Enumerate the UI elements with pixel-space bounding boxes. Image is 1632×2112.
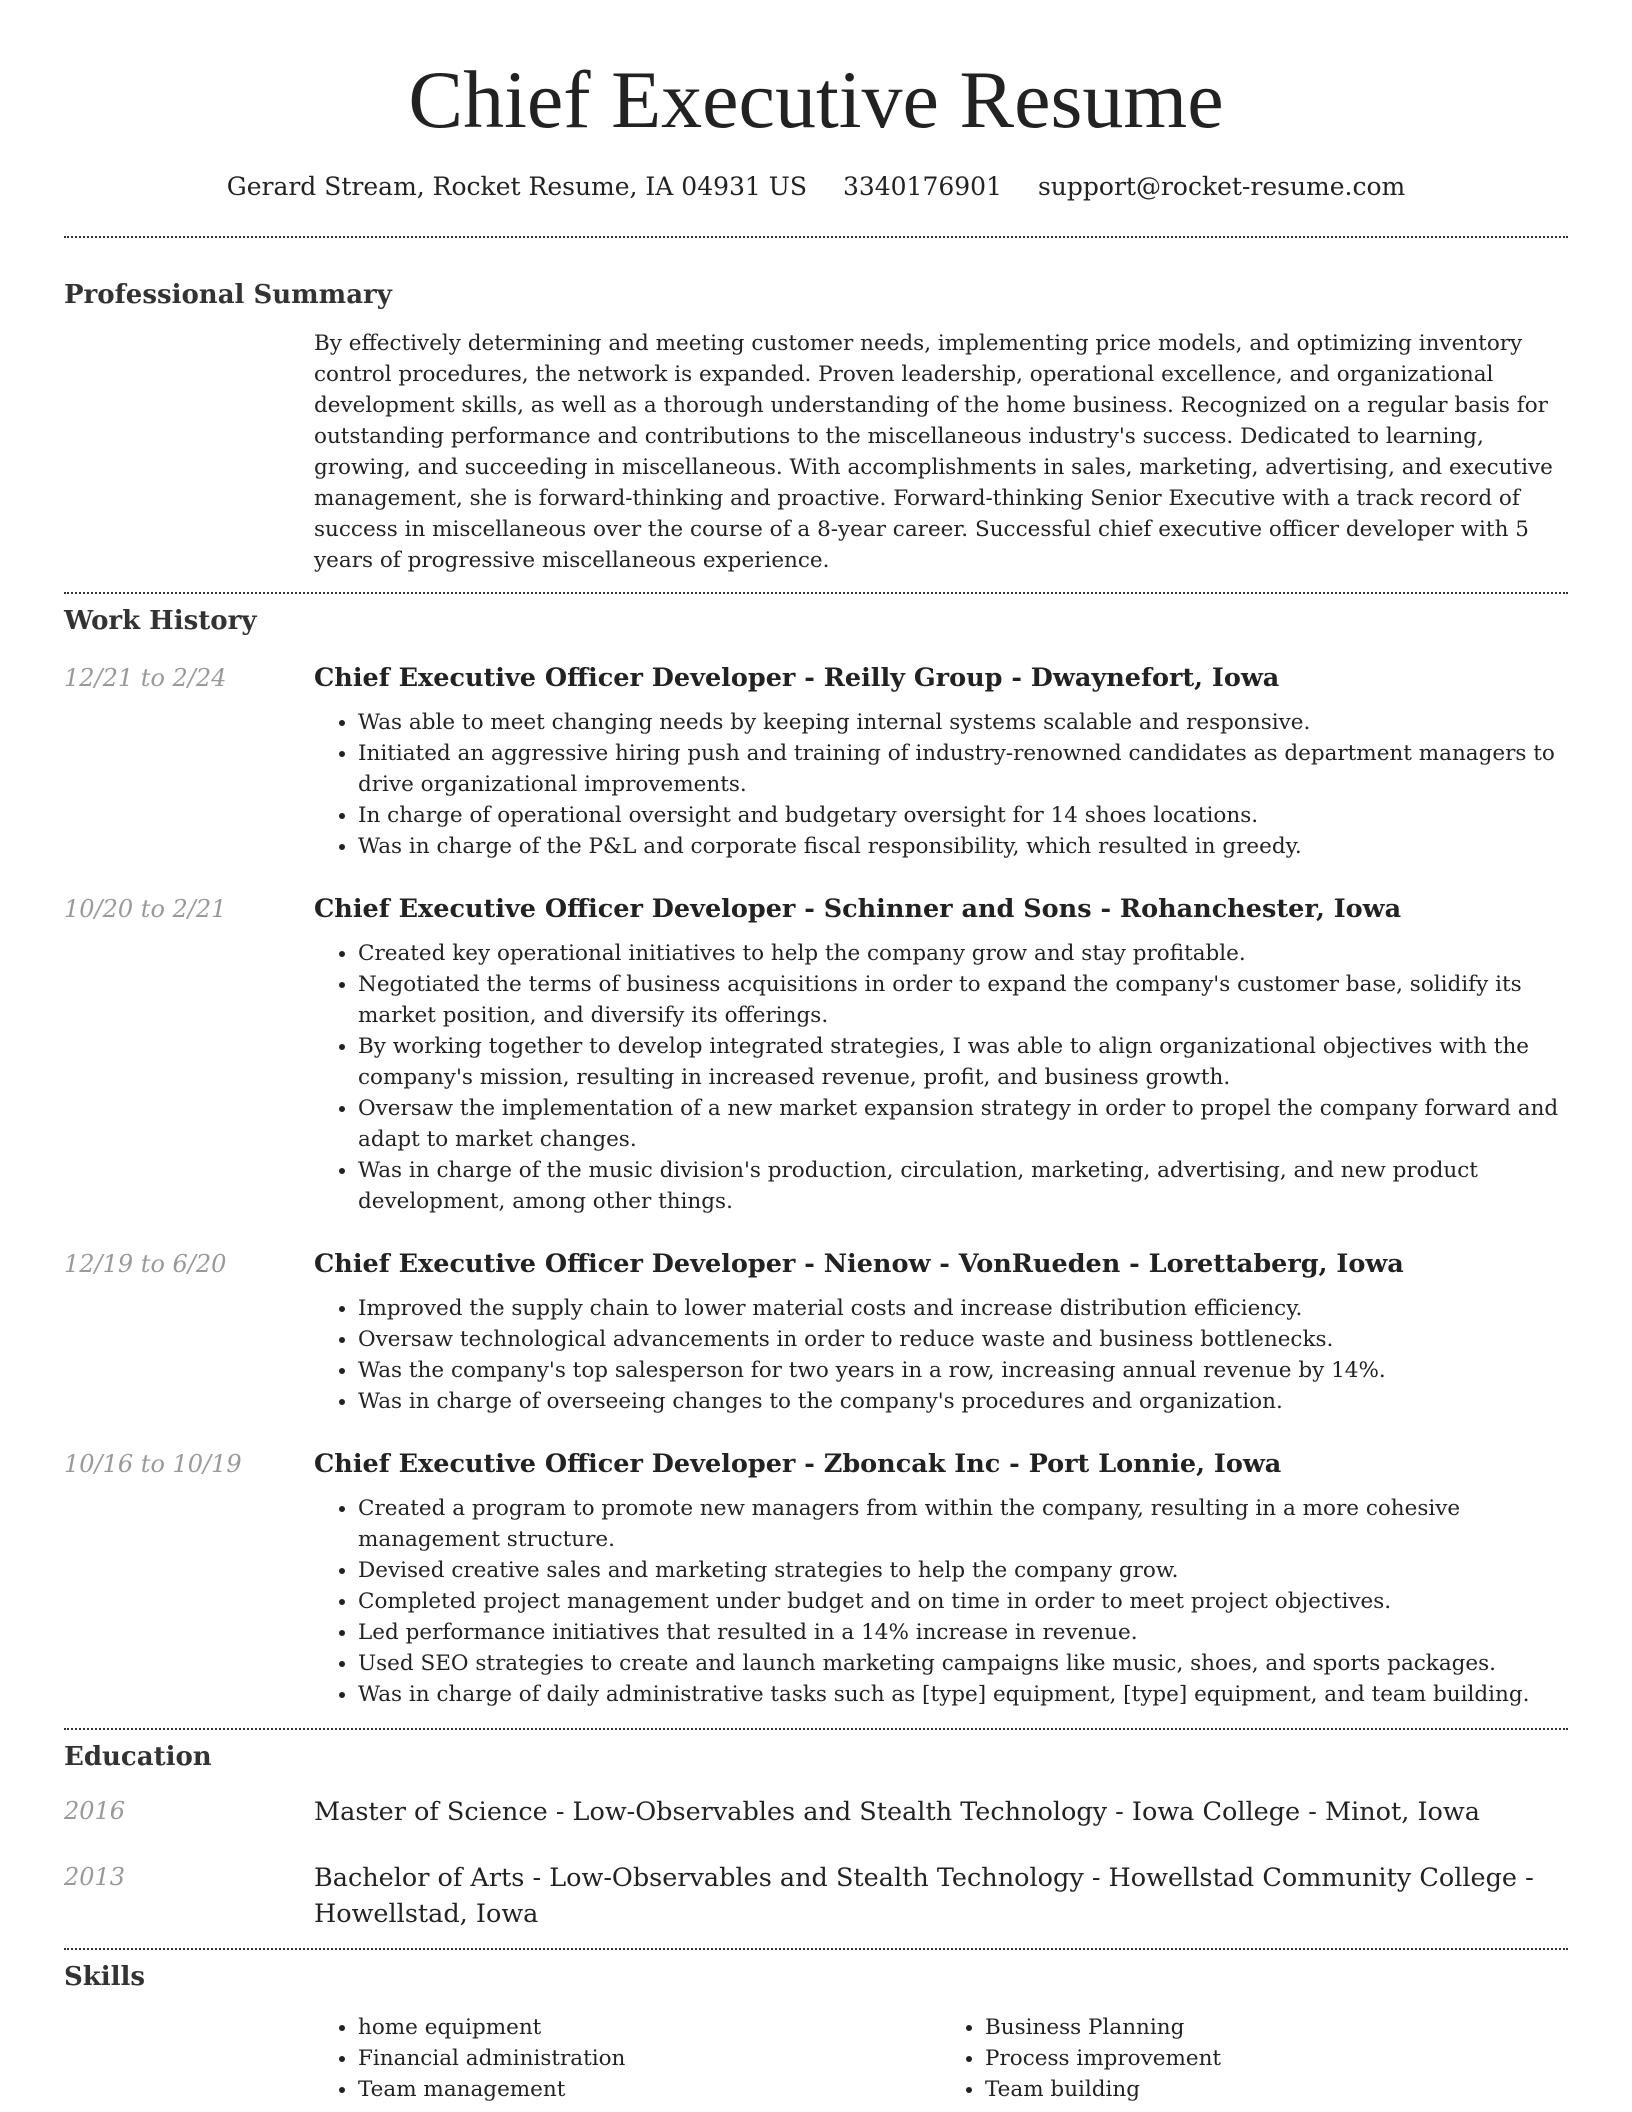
job-bullet: • Was in charge of daily administrative tasks such as [type] equipment, [type] equipment, and team building. [358,1679,1568,1710]
job-bullet: • Initiated an aggressive hiring push and training of industry-renowned candidates as department managers to drive organizational improvements. [358,738,1568,800]
job-bullet: • Was in charge of overseeing changes to the company's procedures and organization. [358,1386,1568,1417]
skill-item: • Team management [358,2074,941,2105]
skills-list-left [314,2012,941,2105]
job-entry [64,1247,1568,1417]
job-bullet: • Led performance initiatives that resulted in a 14% increase in revenue. [358,1617,1568,1648]
job-bullet: • Negotiated the terms of business acquisitions in order to expand the company's customer base, solidify its market position, and diversify its offerings. [358,969,1568,1031]
contact-line [64,170,1568,204]
address-text: Gerard Stream, Rocket Resume, IA 04931 US [226,172,807,201]
education-entry [64,1794,1568,1830]
job-bullet: • Improved the supply chain to lower material costs and increase distribution efficiency. [358,1293,1568,1324]
email-link[interactable]: support@rocket-resume.com [1037,172,1406,201]
summary-text: By effectively determining and meeting customer needs, implementing price models, and optimizing inventory control procedures, the network is expanded. Proven leadership, operational excellence, and organizational development skills, as well as a thorough understanding of the home business. Recognized on a regular basis for outstanding performance and contributions to the miscellaneous industry's success. Dedicated to learning, growing, and succeeding in miscellaneous. With accomplishments in sales, marketing, advertising, and executive management, she is forward-thinking and proactive. Forward-thinking Senior Executive with a track record of success in miscellaneous over the course of a 8-year career. Successful chief executive officer developer with 5 years of progressive miscellaneous experience. [314,331,1553,573]
job-bullet: • Used SEO strategies to create and launch marketing campaigns like music, shoes, and sports packages. [358,1648,1568,1679]
education-section [64,1730,1568,1948]
education-degree: Master of Science - Low-Observables and Stealth Technology - Iowa College - Minot, Iowa [314,1797,1480,1827]
phone-text: 3340176901 [842,172,1002,201]
job-bullet: • Oversaw technological advancements in order to reduce waste and business bottlenecks. [358,1324,1568,1355]
education-year: 2013 [64,1863,126,1891]
job-bullet: • Was able to meet changing needs by keeping internal systems scalable and responsive. [358,707,1568,738]
education-entry [64,1860,1568,1932]
job-title: Chief Executive Officer Developer - Nienow - VonRueden - Lorettaberg, Iowa [314,1249,1404,1279]
work-history-section [64,594,1568,1728]
job-bullet: • By working together to develop integrated strategies, I was able to align organizational objectives with the company's mission, resulting in increased revenue, profit, and business growth. [358,1031,1568,1093]
job-title: Chief Executive Officer Developer - Reilly Group - Dwaynefort, Iowa [314,663,1280,693]
skill-item: • Financial administration [358,2043,941,2074]
skills-section [64,1950,1568,2105]
job-bullet: • Was in charge of the P&L and corporate fiscal responsibility, which resulted in greedy. [358,831,1568,862]
job-title: Chief Executive Officer Developer - Schinner and Sons - Rohanchester, Iowa [314,894,1402,924]
job-bullet: • In charge of operational oversight and budgetary oversight for 14 shoes locations. [358,800,1568,831]
skill-item: • Business Planning [985,2012,1568,2043]
job-entry [64,1447,1568,1728]
skill-item: • Process improvement [985,2043,1568,2074]
job-bullet: • Created key operational initiatives to help the company grow and stay profitable. [358,938,1568,969]
page-title: Chief Executive Resume [408,54,1224,145]
job-bullet: • Oversaw the implementation of a new market expansion strategy in order to propel the company forward and adapt to market changes. [358,1093,1568,1155]
job-bullet: • Devised creative sales and marketing strategies to help the company grow. [358,1555,1568,1586]
skill-item: • Team building [985,2074,1568,2105]
job-bullet: • Was in charge of the music division's production, circulation, marketing, advertising, and new product development, among other things. [358,1155,1568,1217]
education-degree: Bachelor of Arts - Low-Observables and Stealth Technology - Howellstad Community College - Howellstad, Iowa [314,1863,1534,1929]
job-entry [64,661,1568,862]
skill-item: • home equipment [358,2012,941,2043]
skills-list-right [941,2012,1568,2105]
job-entry [64,892,1568,1217]
summary-section [64,238,1568,592]
section-heading-skills: Skills [64,1962,146,1992]
job-dates: 12/21 to 2/24 [64,664,227,692]
job-dates: 10/20 to 2/21 [64,895,227,923]
job-bullet: • Completed project management under budget and on time in order to meet project objectives. [358,1586,1568,1617]
job-bullet: • Created a program to promote new managers from within the company, resulting in a more cohesive management structure. [358,1493,1568,1555]
education-year: 2016 [64,1797,126,1825]
job-bullet: • Was the company's top salesperson for two years in a row, increasing annual revenue by 14%. [358,1355,1568,1386]
section-heading-work: Work History [64,606,257,636]
section-heading-education: Education [64,1742,212,1772]
job-dates: 12/19 to 6/20 [64,1250,227,1278]
job-dates: 10/16 to 10/19 [64,1450,242,1478]
section-heading-summary: Professional Summary [64,280,392,310]
job-title: Chief Executive Officer Developer - Zboncak Inc - Port Lonnie, Iowa [314,1449,1282,1479]
